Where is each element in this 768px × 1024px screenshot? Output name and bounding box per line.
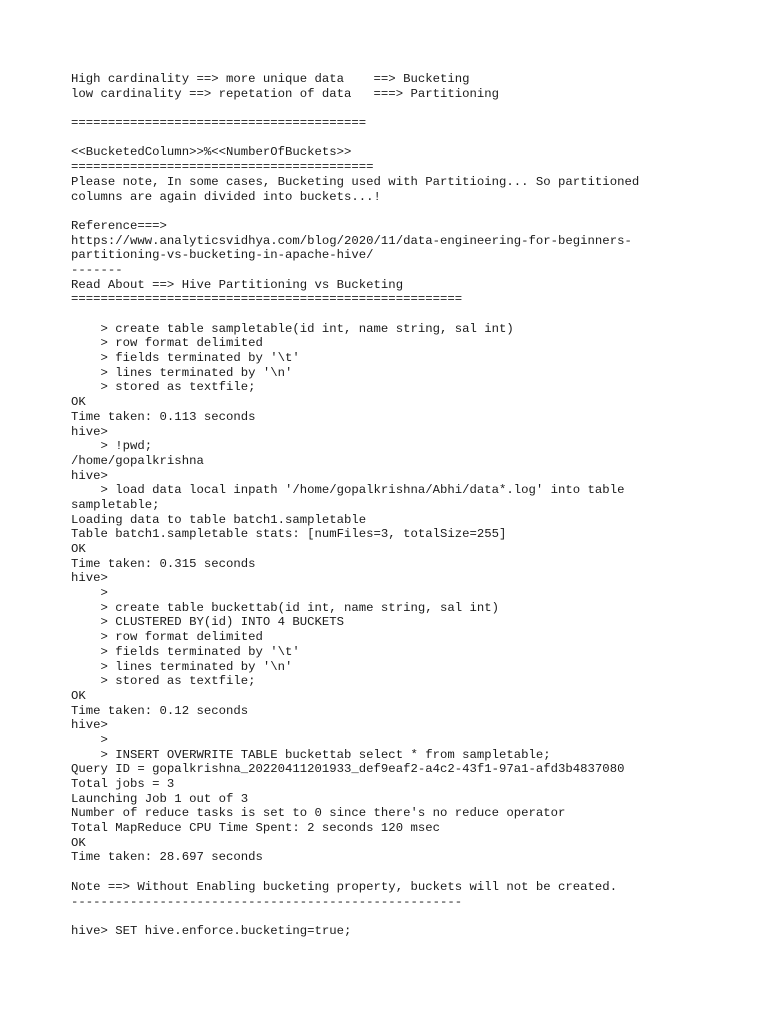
text-line: > lines terminated by '\n' (71, 659, 293, 674)
text-line: Time taken: 0.315 seconds (71, 556, 256, 571)
text-line: ===================================================== (71, 292, 463, 307)
text-line (71, 204, 751, 219)
text-line: hive> (71, 424, 108, 439)
text-line: > row format delimited (71, 630, 263, 645)
text-line: > fields terminated by '\t' (71, 351, 300, 366)
text-line: Total MapReduce CPU Time Spent: 2 seconds 120 msec (71, 821, 440, 836)
text-line: ----------------------------------------------------- (71, 894, 463, 909)
text-line: ========================================= (71, 160, 374, 175)
text-line: Please note, In some cases, Bucketing used with Partitioing... So partitioned (71, 174, 640, 189)
text-line: > stored as textfile; (71, 380, 256, 395)
text-line: OK (71, 688, 86, 703)
text-line: Total jobs = 3 (71, 777, 175, 791)
text-line: > load data local inpath '/home/gopalkrishna/Abhi/data*.log' into table (71, 483, 625, 498)
text-line: low cardinality ==> repetation of data ===> Partitioning (71, 86, 500, 101)
text-line: > INSERT OVERWRITE TABLE buckettab select * from sampletable; (71, 747, 551, 762)
text-line: Reference===> (71, 218, 167, 233)
text-line (71, 307, 751, 322)
text-line (71, 131, 751, 146)
text-line: OK (71, 395, 86, 410)
text-line: > stored as textfile; (71, 674, 256, 689)
text-line: ------- (71, 262, 123, 277)
text-line: High cardinality ==> more unique data ==> Bucketing (71, 72, 470, 86)
document-text (71, 72, 751, 939)
text-line: sampletable; (71, 497, 160, 512)
text-line (71, 865, 751, 880)
text-line: > row format delimited (71, 336, 263, 351)
text-line: > (71, 732, 108, 747)
text-line: Query ID = gopalkrishna_20220411201933_def9eaf2-a4c2-43f1-97a1-afd3b4837080 (71, 762, 625, 777)
text-line: OK (71, 542, 86, 556)
text-line: > create table sampletable(id int, name string, sal int) (71, 321, 514, 336)
reference-link[interactable]: partitioning-vs-bucketing-in-apache-hive/ (71, 248, 374, 263)
reference-link[interactable]: https://www.analyticsvidhya.com/blog/2020/11/data-engineering-for-beginners- (71, 233, 632, 248)
text-line: Time taken: 28.697 seconds (71, 850, 263, 865)
text-line: hive> (71, 718, 108, 733)
text-line: > CLUSTERED BY(id) INTO 4 BUCKETS (71, 615, 345, 630)
text-line: hive> (71, 571, 108, 586)
text-line: Note ==> Without Enabling bucketing property, buckets will not be created. (71, 879, 618, 894)
text-line: hive> (71, 468, 108, 483)
text-line: > create table buckettab(id int, name string, sal int) (71, 600, 500, 615)
text-line: hive> SET hive.enforce.bucketing=true; (71, 923, 352, 938)
text-line: > !pwd; (71, 439, 153, 454)
text-line: > lines terminated by '\n' (71, 365, 293, 380)
text-line: Number of reduce tasks is set to 0 since there's no reduce operator (71, 806, 566, 821)
text-line: /home/gopalkrishna (71, 453, 204, 468)
text-line: Table batch1.sampletable stats: [numFiles=3, totalSize=255] (71, 527, 507, 542)
text-line: columns are again divided into buckets...! (71, 189, 381, 204)
text-line: Time taken: 0.113 seconds (71, 409, 256, 424)
text-line: Time taken: 0.12 seconds (71, 703, 249, 718)
text-line: Read About ==> Hive Partitioning vs Bucketing (71, 277, 404, 292)
text-line: ======================================== (71, 116, 367, 131)
text-line: Launching Job 1 out of 3 (71, 791, 249, 806)
text-line (71, 909, 751, 924)
text-line: OK (71, 835, 86, 850)
text-line: <<BucketedColumn>>%<<NumberOfBuckets>> (71, 145, 352, 160)
text-line (71, 101, 751, 116)
text-line: Loading data to table batch1.sampletable (71, 512, 367, 527)
text-line: > (71, 586, 108, 601)
text-line: > fields terminated by '\t' (71, 644, 300, 659)
